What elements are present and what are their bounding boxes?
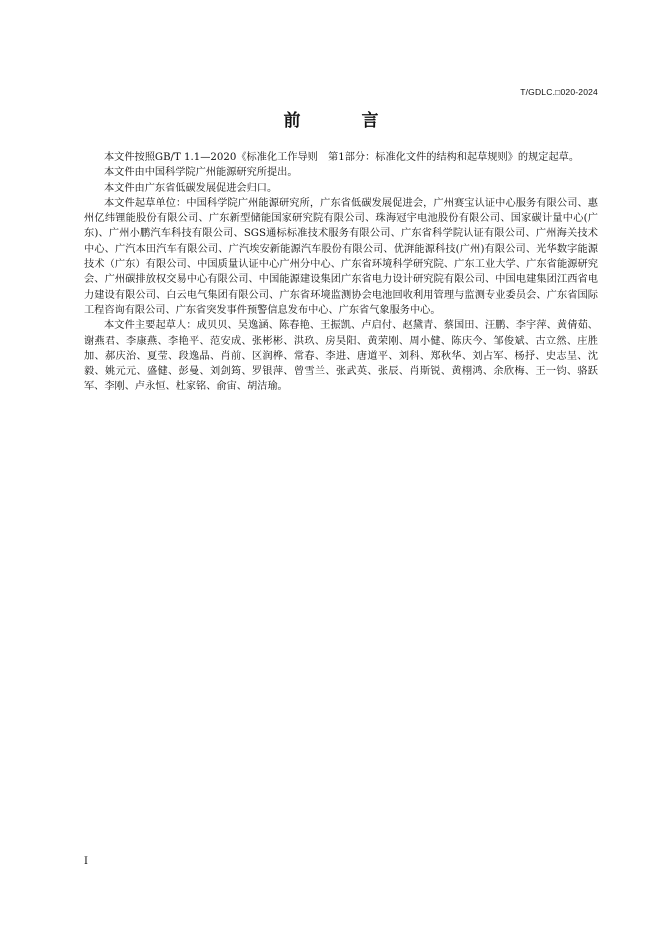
paragraph-proposer: 本文件由中国科学院广州能源研究所提出。 — [104, 167, 298, 179]
page-number: I — [84, 856, 88, 867]
paragraph-main-drafters: 本文件主要起草人：成贝贝、吴逸涵、陈春艳、王振凯、卢启付、赵黛青、蔡国田、汪鹏、李宇萍、黄倩茹、谢燕君、李康燕、李艳平、范安成、张彬彬、洪玖、房昊阳、黄荣刚、周小健、陈庆今、邹俊斌、古立然、庄胜加、郝庆治、夏莹、段逸晶、肖前、区润桦、常春、李进、唐道平、刘科、郑秋华、刘占军、杨抒、史志呈、沈毅、姚元元、盛健、彭曼、刘剑筠、罗银萍、曾雪兰、张武英、张辰、肖斯锐、黄栩鸿、余欣梅、王一钧、骆跃军、李刚、卢永恒、杜家铭、俞宙、胡洁瑜。 — [84, 320, 598, 393]
standard-code: T/GDLC.□020-2024 — [520, 87, 598, 97]
page-title: 前 言 — [283, 111, 401, 131]
paragraph-drafting-units: 本文件起草单位：中国科学院广州能源研究所，广东省低碳发展促进会，广州赛宝认证中心服务有限公司、惠州亿纬锂能股份有限公司、广东新型储能国家研究院有限公司、珠海冠宇电池股份有限公司、国家碳计量中心(广东)、广州小鹏汽车科技有限公司、SGS通标标准技术服务有限公司、广东省科学院认证有限公司、广州海关技术中心、广汽本田汽车有限公司、广汽埃安新能源汽车股份有限公司、优湃能源科技(广州)有限公司、光华数字能源技术（广东）有限公司、中国质量认证中心广州分中心、广东省环境科学研究院、广东工业大学、广东省能源研究会、广州碳排放权交易中心有限公司、中国能源建设集团广东省电力设计研究院有限公司、中国电建集团江西省电力建设有限公司、白云电气集团有限公司、广东省环境监测协会电池回收利用管理与监测专业委员会、广东省国际工程咨询有限公司、广东省突发事件预警信息发布中心、广东省气象服务中心。 — [84, 197, 598, 316]
paragraph-drafting-rules: 本文件按照GB/T 1.1—2020《标准化工作导则 第1部分：标准化文件的结构和起草规则》的规定起草。 — [104, 152, 580, 163]
foreword-body — [84, 150, 598, 395]
paragraph-centralized-unit: 本文件由广东省低碳发展促进会归口。 — [104, 182, 278, 194]
